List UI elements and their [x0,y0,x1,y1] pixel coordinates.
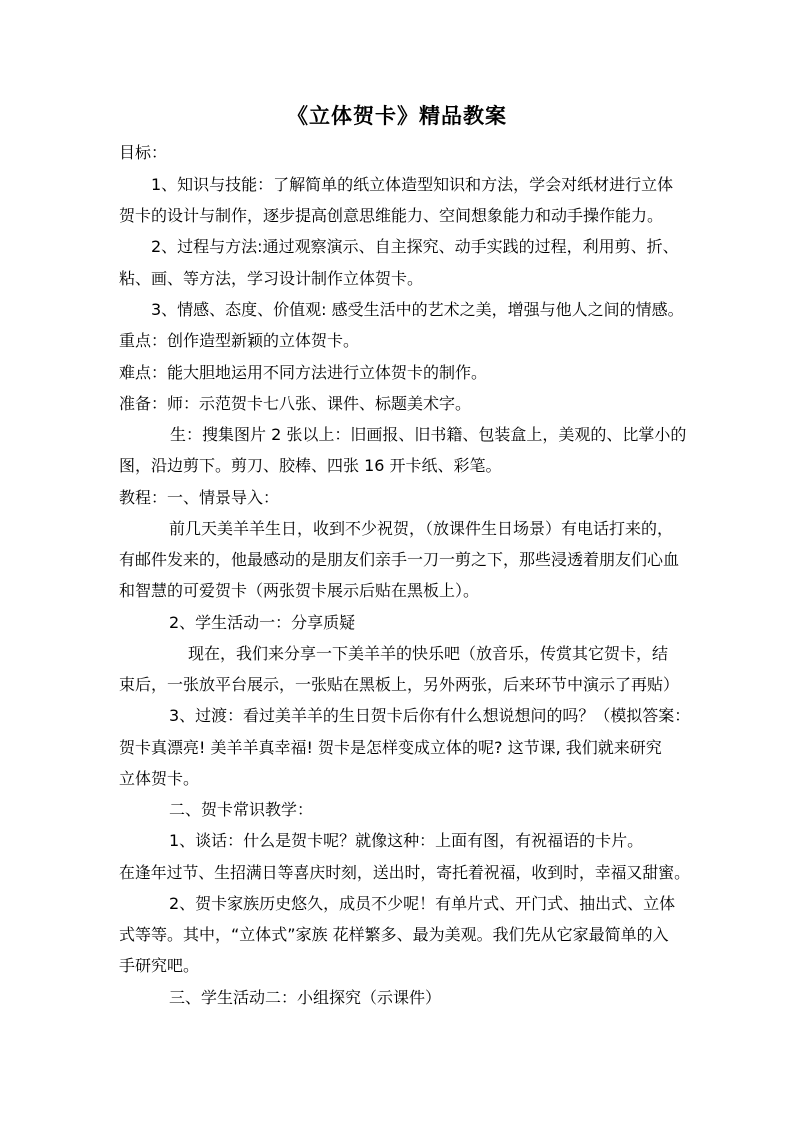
text-line: 2、贺卡家族历史悠久，成员不少呢！有单片式、开门式、抽出式、立体 [169,894,676,913]
text-line: 2、过程与方法:通过观察演示、自主探究、动手实践的过程，利用剪、折、 [151,237,679,256]
text-line: 和智慧的可爱贺卡（两张贺卡展示后贴在黑板上）。 [119,581,480,600]
text-line: 立体贺卡。 [119,769,200,788]
text-line: 2、学生活动一：分享质疑 [169,613,356,632]
text-line: 图，沿边剪下。剪刀、胶棒、四张 16 开卡纸、彩笔。 [119,456,502,475]
text-line: 三、学生活动二：小组探究（示课件） [169,988,442,1007]
text-line: 手研究吧。 [119,956,200,975]
document-title: 《立体贺卡》精品教案 [287,104,507,128]
text-line: 贺卡真漂亮! 美羊羊真幸福! 贺卡是怎样变成立体的呢? 这节课, 我们就来研究 [119,738,662,757]
text-line: 难点：能大胆地运用不同方法进行立体贺卡的制作。 [119,363,488,382]
text-line: 重点：创作造型新颖的立体贺卡。 [119,331,360,350]
text-line: 式等等。其中，“立体式”家族 花样繁多、最为美观。我们先从它家最简单的入 [119,925,669,944]
text-line: 有邮件发来的，他最感动的是朋友们亲手一刀一剪之下，那些浸透着朋友们心血 [119,550,680,569]
text-line: 目标： [119,143,168,162]
text-line: 3、过渡：看过美羊羊的生日贺卡后你有什么想说想问的吗？（模拟答案： [169,706,691,725]
text-line: 束后，一张放平台展示，一张贴在黑板上，另外两张，后来环节中演示了再贴） [119,675,680,694]
text-line: 现在，我们来分享一下美羊羊的快乐吧（放音乐，传赏其它贺卡，结 [188,644,669,663]
text-line: 贺卡的设计与制作，逐步提高创意思维能力、空间想象能力和动手操作能力。 [119,206,664,225]
text-line: 粘、画、等方法，学习设计制作立体贺卡。 [119,269,424,288]
text-line: 3、情感、态度、价值观: 感受生活中的艺术之美，增强与他人之间的情感。 [151,300,684,319]
text-line: 在逢年过节、生招满日等喜庆时刻，送出时，寄托着祝福，收到时，幸福又甜蜜。 [119,863,691,882]
text-line: 准备：师：示范贺卡七八张、课件、标题美术字。 [119,394,472,413]
text-line: 前几天美羊羊生日，收到不少祝贺，（放课件生日场景）有电话打来的， [169,519,674,538]
text-line: 1、谈话：什么是贺卡呢？就像这种：上面有图，有祝福语的卡片。 [169,831,644,850]
text-line: 二、贺卡常识教学： [169,800,314,819]
text-line: 生：搜集图片 2 张以上：旧画报、旧书籍、包装盒上，美观的、比掌小的 [170,425,687,444]
text-line: 教程：一、情景导入： [119,488,280,507]
text-line: 1、知识与技能：了解简单的纸立体造型知识和方法，学会对纸材进行立体 [151,175,674,194]
